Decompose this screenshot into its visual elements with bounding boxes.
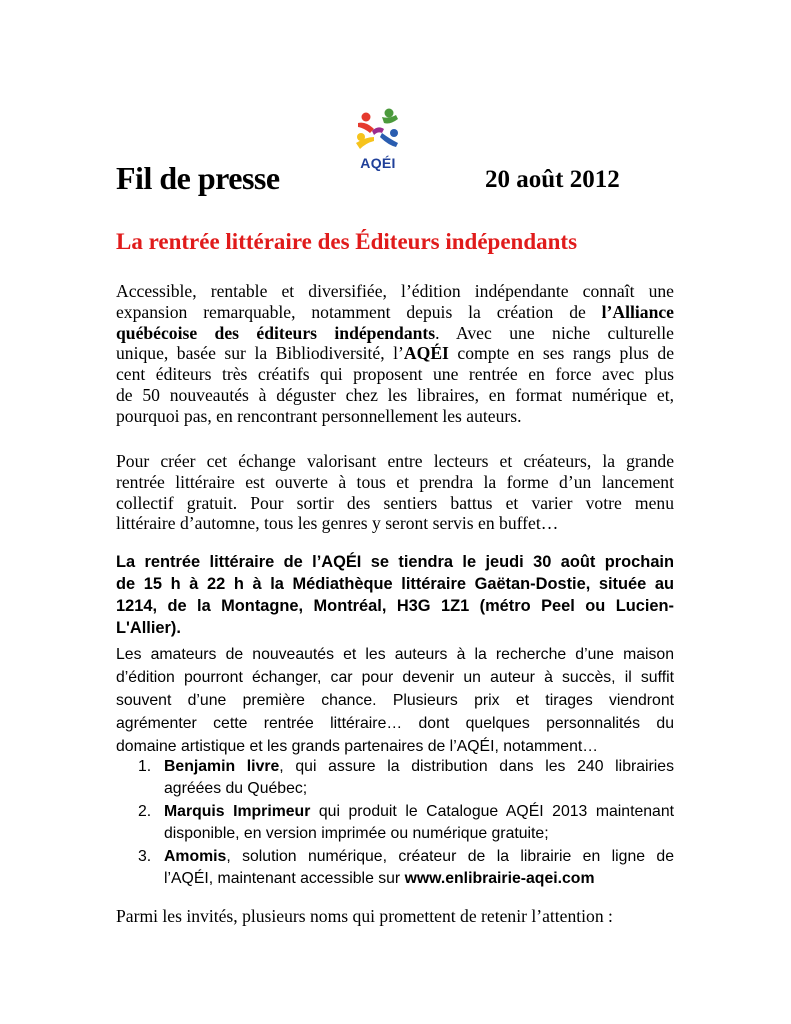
paragraph-line: unique, basée sur la Bibliodiversité, l’AQÉI compte en ses rangs plus de bbox=[116, 343, 675, 364]
paragraph-line: québécoise des éditeurs indépendants. Avec une niche culturelle bbox=[116, 322, 674, 343]
paragraph-line: expansion remarquable, notamment depuis la création de l’Alliance bbox=[116, 301, 674, 322]
list-number: 1. bbox=[138, 758, 152, 775]
alliance-name-part1: l’Alliance bbox=[601, 301, 674, 322]
paragraph-line: de 50 nouveautés à déguster chez les libraires, en format numérique et, bbox=[116, 384, 674, 405]
paragraph-line: cent éditeurs très créatifs qui proposent une rentrée en force avec plus bbox=[116, 364, 674, 385]
paragraph-line: collectif gratuit. Pour sortir des sentiers battus et varier votre menu bbox=[116, 492, 674, 513]
aqei-acronym: AQÉI bbox=[403, 343, 449, 364]
partner-name: Amomis bbox=[164, 848, 227, 865]
alliance-name-part2: québécoise des éditeurs indépendants bbox=[116, 322, 436, 343]
list-item: 1. Benjamin livre, qui assure la distribution dans les 240 librairies agréées du Québec; bbox=[138, 758, 674, 797]
release-date: 20 août 2012 bbox=[485, 166, 620, 193]
paragraph-line: littéraire d’automne, tous les genres y seront servis en buffet… bbox=[116, 513, 559, 534]
event-details bbox=[116, 551, 674, 639]
paragraph-intro bbox=[116, 281, 674, 427]
paragraph-line: domaine artistique et les grands partenaires de l’AQÉI, notamment… bbox=[116, 738, 599, 755]
paragraph-line: rentrée littéraire est ouverte à tous et prendra la forme d’un lancement bbox=[116, 471, 674, 492]
partners-list bbox=[116, 756, 674, 891]
paragraph-amateurs bbox=[116, 643, 674, 758]
event-line: de 15 h à 22 h à la Médiathèque littéraire Gaëtan-Dostie, située au bbox=[116, 575, 674, 593]
partner-name: Benjamin livre bbox=[164, 758, 280, 775]
paragraph-line: Les amateurs de nouveautés et les auteurs à la recherche d’une maison bbox=[116, 646, 674, 663]
list-number: 2. bbox=[138, 803, 152, 820]
paragraph-line: Pour créer cet échange valorisant entre lecteurs et créateurs, la grande bbox=[116, 451, 674, 471]
paragraph-exchange bbox=[116, 451, 674, 534]
page-title: Fil de presse bbox=[116, 160, 280, 196]
website-link[interactable]: www.enlibrairie-aqei.com bbox=[404, 870, 595, 887]
event-line: La rentrée littéraire de l’AQÉI se tiendra le jeudi 30 août prochain bbox=[116, 553, 674, 571]
event-line: 1214, de la Montagne, Montréal, H3G 1Z1 (métro Peel ou Lucien-L'Allier). bbox=[116, 597, 674, 637]
partner-name: Marquis Imprimeur bbox=[164, 803, 311, 820]
aqei-logo-figures-icon bbox=[352, 103, 404, 155]
logo-text: AQÉI bbox=[360, 155, 396, 171]
paragraph-line: d’édition pourront échanger, car pour devenir un auteur à succès, il suffit bbox=[116, 669, 674, 686]
paragraph-line: pourquoi pas, en rencontrant personnellement les auteurs. bbox=[116, 405, 522, 426]
paragraph-line: Accessible, rentable et diversifiée, l’édition indépendante connaît une bbox=[116, 281, 674, 301]
list-number: 3. bbox=[138, 848, 152, 865]
paragraph-guests: Parmi les invités, plusieurs noms qui promettent de retenir l’attention : bbox=[116, 906, 613, 926]
list-item: 2. Marquis Imprimeur qui produit le Catalogue AQÉI 2013 maintenant disponible, en version imprimée ou numérique gratuite; bbox=[138, 803, 674, 842]
list-item: 3. Amomis, solution numérique, créateur de la librairie en ligne de l’AQÉI, maintenant accessible sur www.enlibrairie-aqei.com bbox=[138, 848, 674, 887]
aqei-logo bbox=[352, 103, 404, 173]
paragraph-line: souvent d’une première chance. Plusieurs prix et tirages viendront bbox=[116, 692, 674, 709]
paragraph-line: agrémenter cette rentrée littéraire… dont quelques personnalités du bbox=[116, 715, 674, 732]
headline: La rentrée littéraire des Éditeurs indépendants bbox=[116, 229, 578, 254]
